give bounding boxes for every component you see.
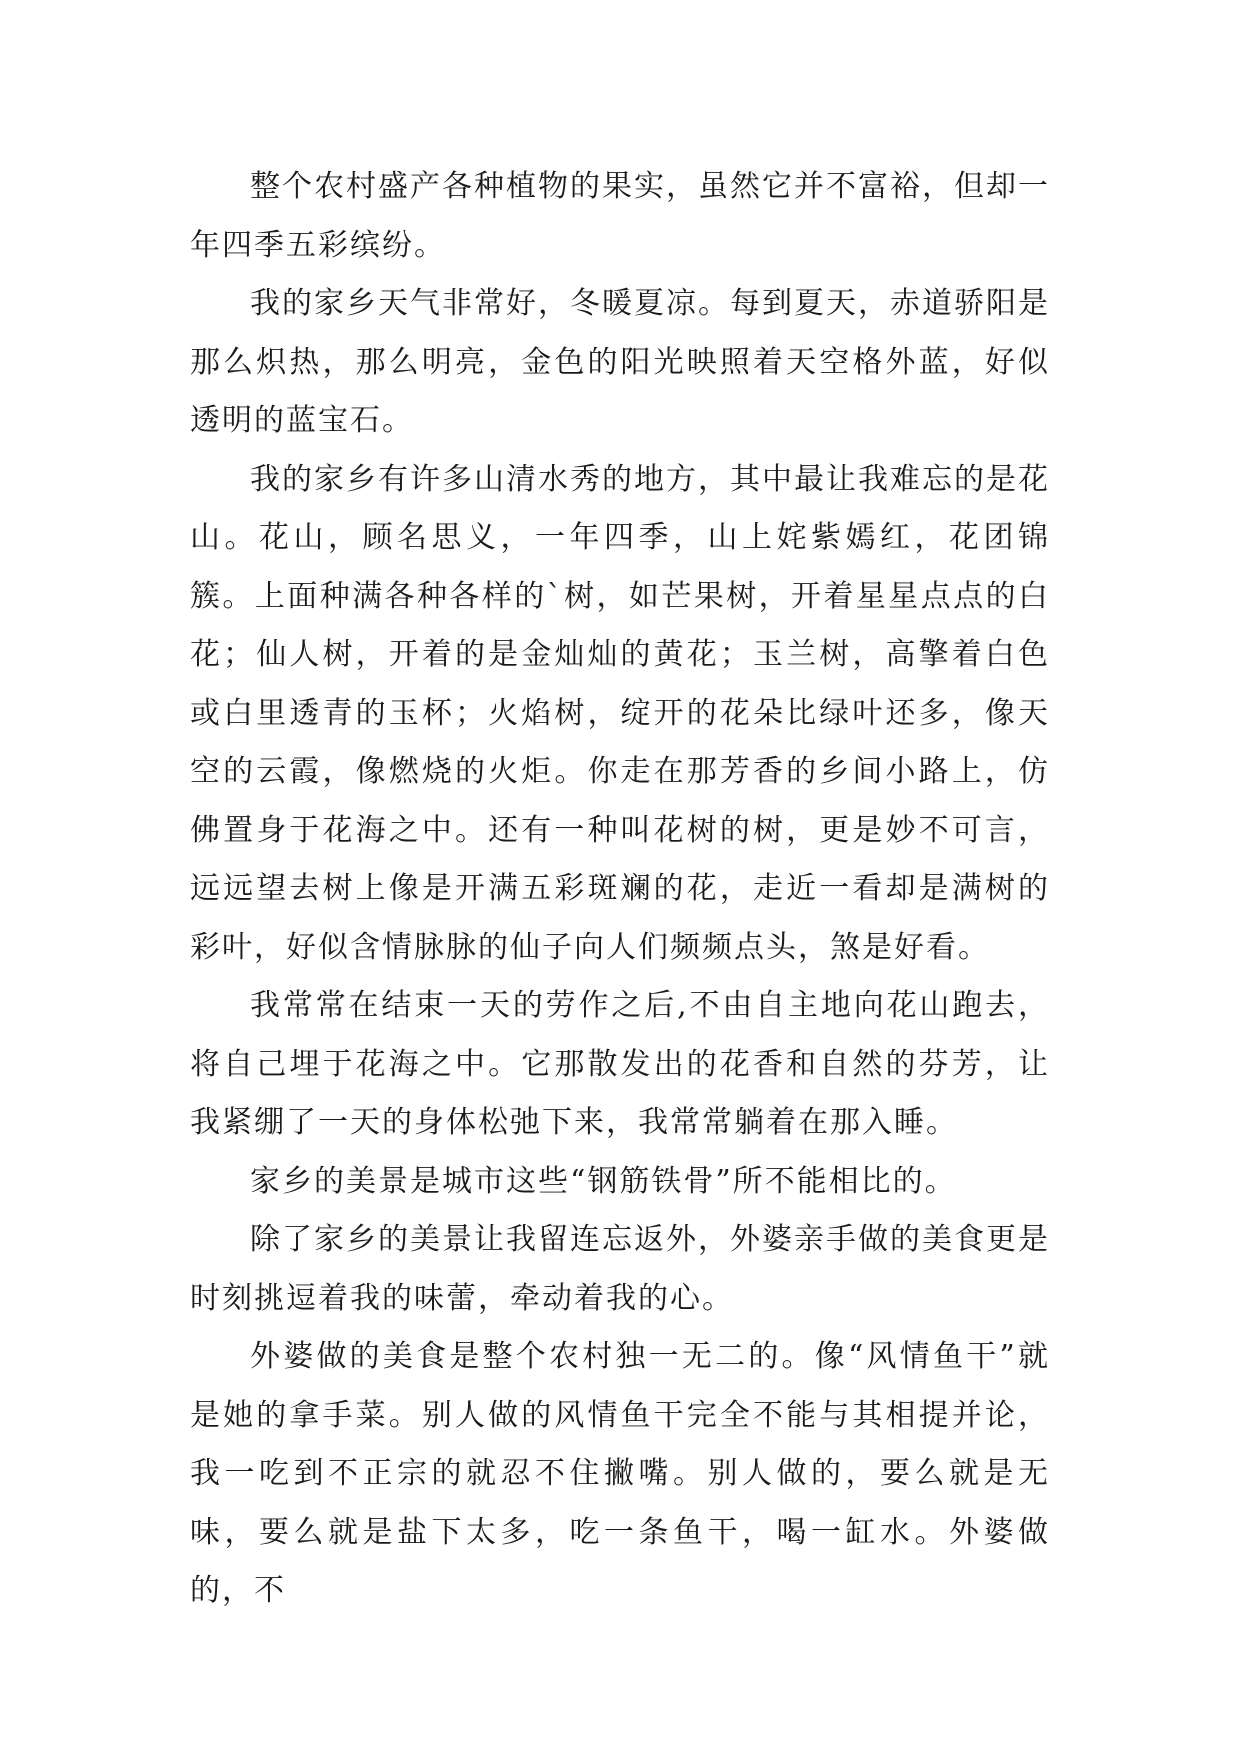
article-body xyxy=(190,158,1050,1621)
paragraph-2: 我的家乡天气非常好，冬暖夏凉。每到夏天，赤道骄阳是那么炽热，那么明亮，金色的阳光映照着天空格外蓝，好似透明的蓝宝石。 xyxy=(190,286,1050,438)
paragraph-3: 我的家乡有许多山清水秀的地方，其中最让我难忘的是花山。花山，顾名思义，一年四季，山上姹紫嫣红，花团锦簇。上面种满各种各样的`树，如芒果树，开着星星点点的白花；仙人树，开着的是金灿灿的黄花；玉兰树，高擎着白色或白里透青的玉杯；火焰树，绽开的花朵比绿叶还多，像天空的云霞，像燃烧的火炬。你走在那芳香的乡间小路上，仿佛置身于花海之中。还有一种叫花树的树，更是妙不可言，远远望去树上像是开满五彩斑斓的花，走近一看却是满树的彩叶，好似含情脉脉的仙子向人们频频点头，煞是好看。 xyxy=(190,461,1050,965)
paragraph-6: 除了家乡的美景让我留连忘返外，外婆亲手做的美食更是时刻挑逗着我的味蕾，牵动着我的心。 xyxy=(190,1222,1050,1316)
paragraph-4: 我常常在结束一天的劳作之后,不由自主地向花山跑去，将自己埋于花海之中。它那散发出的花香和自然的芬芳，让我紧绷了一天的身体松弛下来，我常常躺着在那入睡。 xyxy=(190,988,1050,1140)
paragraph-1: 整个农村盛产各种植物的果实，虽然它并不富裕，但却一年四季五彩缤纷。 xyxy=(190,169,1050,263)
paragraph-7: 外婆做的美食是整个农村独一无二的。像“风情鱼干”就是她的拿手菜。别人做的风情鱼干完全不能与其相提并论，我一吃到不正宗的就忍不住撇嘴。别人做的，要么就是无味，要么就是盐下太多，吃一条鱼干，喝一缸水。外婆做的，不 xyxy=(190,1339,1050,1608)
paragraph-5: 家乡的美景是城市这些“钢筋铁骨”所不能相比的。 xyxy=(250,1163,957,1199)
